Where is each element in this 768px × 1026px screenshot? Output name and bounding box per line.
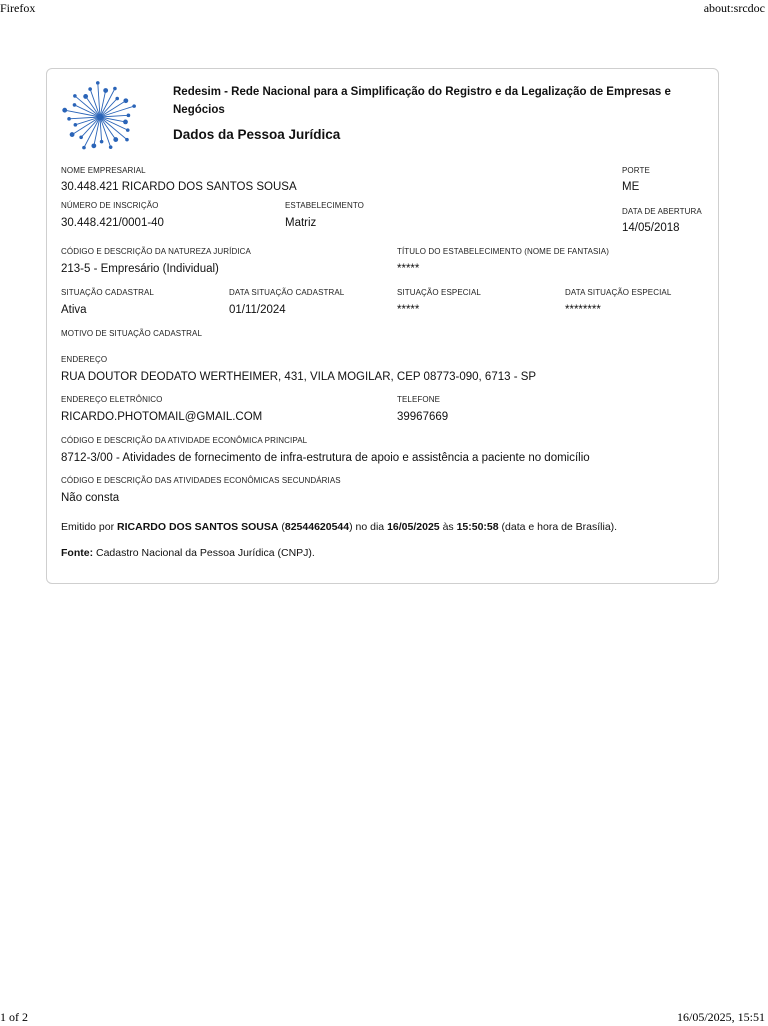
emission-open-paren: ( bbox=[281, 521, 285, 533]
estabelecimento-value: Matriz bbox=[285, 217, 317, 229]
titulo-estabelecimento-label: TÍTULO DO ESTABELECIMENTO (NOME DE FANTASIA) bbox=[397, 247, 609, 256]
atividades-secundarias-label: CÓDIGO E DESCRIÇÃO DAS ATIVIDADES ECONÔMICAS SECUNDÁRIAS bbox=[61, 476, 341, 485]
porte-value: ME bbox=[622, 181, 640, 193]
telefone-label: TELEFONE bbox=[397, 395, 441, 404]
situacao-cadastral-value: Ativa bbox=[61, 304, 87, 316]
emission-suffix: (data e hora de Brasília). bbox=[501, 521, 618, 533]
endereco-eletronico-value: RICARDO.PHOTOMAIL@GMAIL.COM bbox=[61, 411, 263, 423]
data-abertura-label: DATA DE ABERTURA bbox=[622, 207, 702, 216]
emission-name: RICARDO DOS SANTOS SOUSA bbox=[117, 521, 279, 533]
situacao-cadastral-label: SITUAÇÃO CADASTRAL bbox=[61, 288, 154, 297]
atividades-secundarias-value: Não consta bbox=[61, 492, 120, 504]
data-situacao-cadastral-value: 01/11/2024 bbox=[229, 304, 286, 316]
nome-empresarial-label: NOME EMPRESARIAL bbox=[61, 166, 146, 175]
numero-inscricao-value: 30.448.421/0001-40 bbox=[61, 217, 164, 229]
titulo-estabelecimento-value: ***** bbox=[397, 263, 420, 275]
data-situacao-cadastral-label: DATA SITUAÇÃO CADASTRAL bbox=[229, 288, 345, 297]
organization-name: Redesim - Rede Nacional para a Simplificação do Registro e da Legalização de Empresas e Negócios bbox=[173, 86, 671, 116]
emission-time: 15:50:58 bbox=[456, 521, 499, 533]
numero-inscricao-label: NÚMERO DE INSCRIÇÃO bbox=[61, 201, 159, 210]
browser-app-name: Firefox bbox=[0, 1, 36, 15]
atividade-principal-label: CÓDIGO E DESCRIÇÃO DA ATIVIDADE ECONÔMICA PRINCIPAL bbox=[61, 436, 308, 445]
emission-day-text: ) no dia bbox=[349, 521, 385, 533]
situacao-especial-value: ***** bbox=[397, 304, 420, 316]
emission-line bbox=[61, 521, 617, 533]
print-header bbox=[0, 1, 768, 17]
emission-date: 16/05/2025 bbox=[387, 521, 440, 533]
situacao-especial-label: SITUAÇÃO ESPECIAL bbox=[397, 288, 481, 297]
motivo-situacao-label: MOTIVO DE SITUAÇÃO CADASTRAL bbox=[61, 329, 203, 338]
emission-at: às bbox=[442, 521, 454, 533]
source-label: Fonte: bbox=[61, 547, 94, 559]
natureza-juridica-value: 213-5 - Empresário (Individual) bbox=[61, 263, 219, 275]
porte-label: PORTE bbox=[622, 166, 650, 175]
endereco-eletronico-label: ENDEREÇO ELETRÔNICO bbox=[61, 395, 163, 404]
endereco-label: ENDEREÇO bbox=[61, 355, 108, 364]
emission-cpf: 82544620544 bbox=[284, 521, 350, 533]
source-text: Cadastro Nacional da Pessoa Jurídica (CNPJ). bbox=[96, 547, 315, 559]
source-line bbox=[61, 547, 315, 559]
telefone-value: 39967669 bbox=[397, 411, 449, 423]
page-indicator: 1 of 2 bbox=[0, 1010, 28, 1024]
document-card bbox=[46, 68, 719, 584]
atividade-principal-value: 8712-3/00 - Atividades de fornecimento de infra-estrutura de apoio e assistência a paciente no domicílio bbox=[61, 452, 590, 464]
print-datetime: 16/05/2025, 15:51 bbox=[676, 1010, 765, 1024]
page-url: about:srcdoc bbox=[703, 1, 765, 15]
redesim-network-logo-icon bbox=[60, 79, 142, 159]
data-situacao-especial-value: ******** bbox=[565, 304, 601, 316]
data-abertura-value: 14/05/2018 bbox=[622, 222, 680, 234]
nome-empresarial-value: 30.448.421 RICARDO DOS SANTOS SOUSA bbox=[61, 181, 297, 193]
page-title: Dados da Pessoa Jurídica bbox=[173, 127, 341, 142]
emission-prefix: Emitido por bbox=[61, 521, 115, 533]
endereco-value: RUA DOUTOR DEODATO WERTHEIMER, 431, VILA MOGILAR, CEP 08773-090, 6713 - SP bbox=[61, 371, 537, 383]
data-situacao-especial-label: DATA SITUAÇÃO ESPECIAL bbox=[565, 288, 672, 297]
natureza-juridica-label: CÓDIGO E DESCRIÇÃO DA NATUREZA JURÍDICA bbox=[61, 247, 251, 256]
estabelecimento-label: ESTABELECIMENTO bbox=[285, 201, 364, 210]
